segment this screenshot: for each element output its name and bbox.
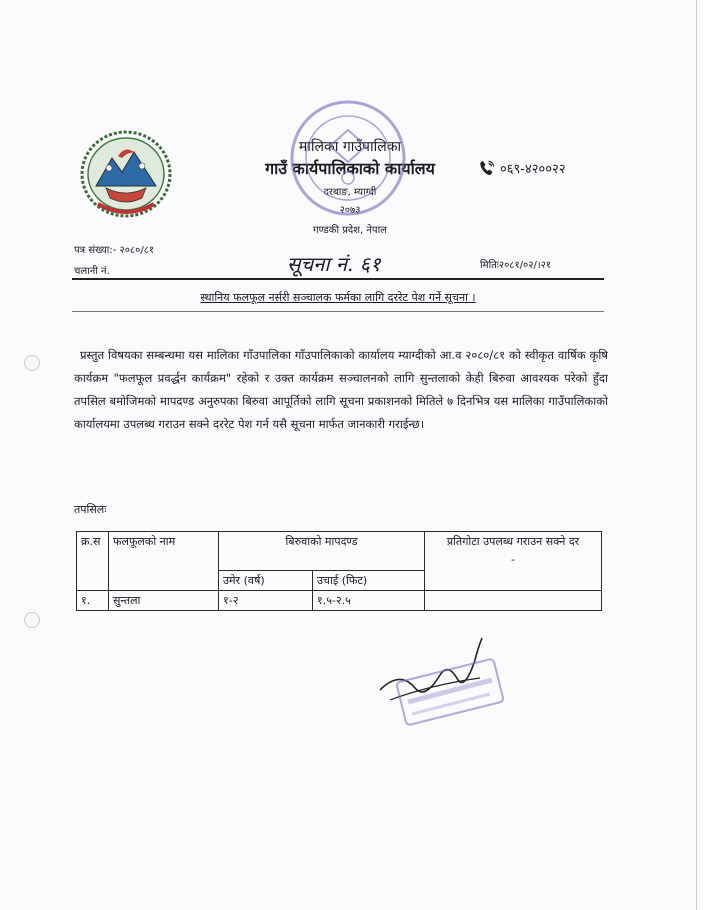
header-rate bbox=[425, 532, 602, 591]
established-year: २०७३ bbox=[339, 205, 361, 216]
phone-number: ०६९-४२००२२ bbox=[500, 162, 566, 177]
dispatch-number: चलानी नं. bbox=[74, 266, 110, 277]
province-line: गण्डकी प्रदेश, नेपाल bbox=[313, 225, 387, 236]
row-1-sn: १. bbox=[77, 591, 109, 611]
page-edge bbox=[696, 0, 697, 910]
tapasil-label: तपसिलः bbox=[74, 503, 107, 516]
punch-hole-top bbox=[24, 355, 40, 371]
notice-body: प्रस्तुत विषयका सम्बन्धमा यस मालिका गाँउपालिका गाँउपालिकाको कार्यालय म्याग्दीको आ.व २०८०/८१ को स्वीकृत वार्षिक कृषि कार्यक्रम "फलफूल प्रवर्द्धन कार्यक्रम" रहेको र उक्त कार्यक्रम सञ्चालनको लागि सुन्तलाको केही बिरुवा आवश्यक परेको हुँदा तपसिल बमोजिमको मापदण्ड अनुरुपका बिरुवा आपूर्तिको लागि सूचना प्रकाशनको मितिले ७ दिनभित्र यस मालिका गाउँपालिकाको कार्यालयमा उपलब्ध गराउन सक्ने दररेट पेश गर्न यसै सूचना मार्फत जानकारी गराईन्छ। bbox=[74, 348, 608, 431]
header-rate-label: प्रतिगोटा उपलब्ध गराउन सक्ने दर bbox=[446, 535, 580, 548]
row-1-rate: - bbox=[511, 553, 515, 566]
header-sn: क्र.स bbox=[77, 532, 109, 591]
row-1-age: १-२ bbox=[219, 591, 313, 611]
table-row bbox=[77, 591, 602, 611]
divider-bottom bbox=[72, 311, 604, 312]
notice-date: मितिः२०८१/०२/।२१ bbox=[480, 260, 552, 271]
phone-icon bbox=[478, 159, 496, 177]
header-age: उमेर (वर्ष) bbox=[219, 571, 313, 591]
table-header-row bbox=[77, 532, 602, 571]
office-stamp-seal bbox=[286, 96, 410, 220]
office-name: गाउँ कार्यपालिकाको कार्यालय bbox=[265, 159, 435, 178]
divider-top bbox=[72, 278, 604, 280]
nepal-emblem-logo bbox=[78, 128, 174, 220]
header-height: उचाई (फिट) bbox=[313, 571, 425, 591]
subject-text: स्थानिय फलफूल नर्सरी सञ्चालक फर्मका लागि दररेट पेश गर्ने सूचना । bbox=[200, 291, 476, 304]
office-address: दरबाङ, म्याग्दी bbox=[323, 187, 377, 198]
punch-hole-bottom bbox=[24, 612, 40, 628]
municipality-name: मालिका गाउँपालिका bbox=[298, 139, 402, 155]
phone-contact bbox=[478, 159, 566, 177]
row-1-rate-cell bbox=[425, 591, 602, 611]
signature-with-stamp bbox=[370, 630, 505, 730]
header-fruit-name: फलफूलको नाम bbox=[109, 532, 219, 591]
notice-subject bbox=[72, 290, 604, 305]
letter-number: पत्र संख्या:- २०८०/८१ bbox=[74, 245, 155, 256]
row-1-height: १.५-२.५ bbox=[313, 591, 425, 611]
notice-number-handwritten: सूचना नं. ६१ bbox=[287, 252, 381, 276]
row-1-name: सुन्तला bbox=[109, 591, 219, 611]
header-standard: बिरुवाको मापदण्ड bbox=[219, 532, 425, 571]
specification-table bbox=[76, 531, 602, 611]
